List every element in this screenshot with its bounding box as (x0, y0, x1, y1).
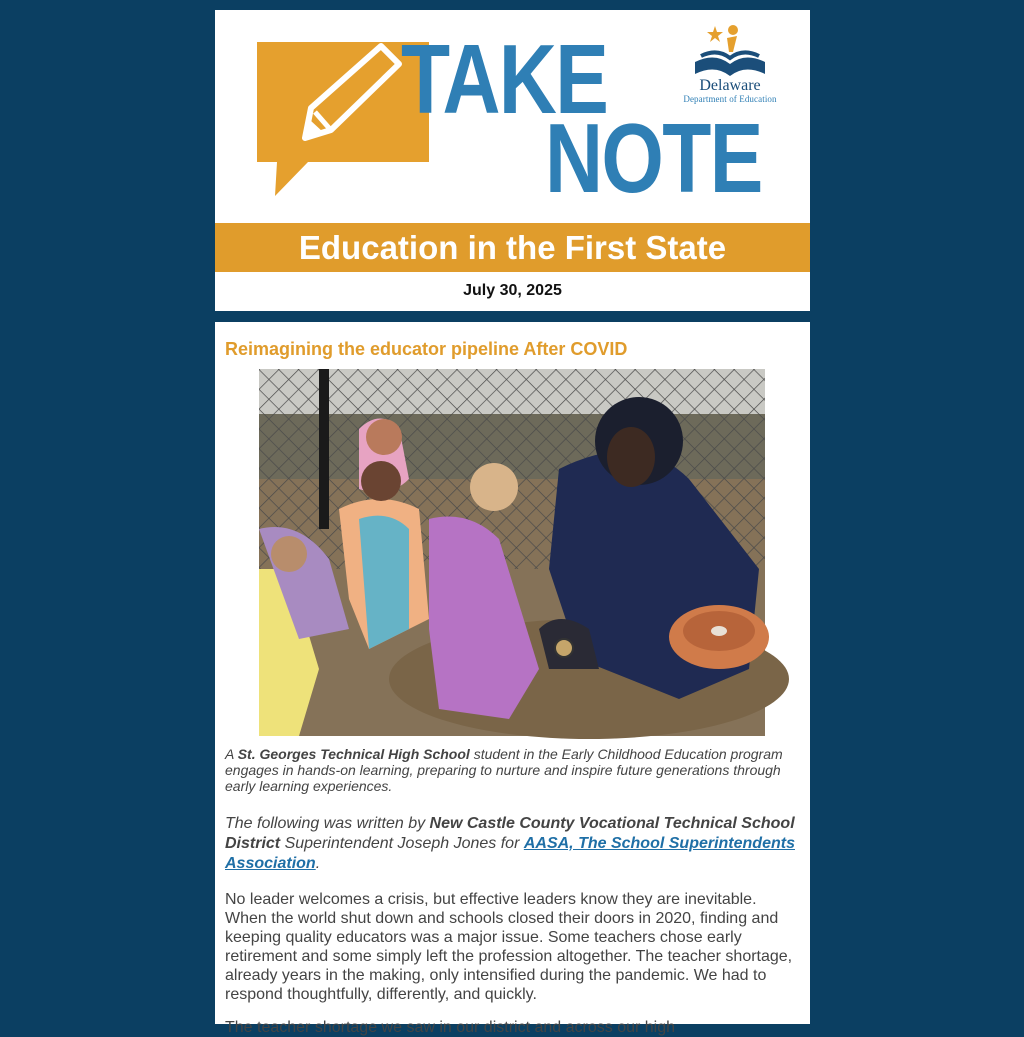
delaware-doe-logo (677, 22, 783, 118)
article-intro (225, 814, 801, 874)
intro-district: New Castle County Vocational Technical School District (225, 815, 795, 852)
dde-name: Delaware (699, 77, 761, 94)
caption-pre: A (225, 746, 238, 762)
caption-school: St. Georges Technical High School (237, 746, 470, 762)
star-book-icon (677, 22, 783, 78)
aasa-link[interactable]: AASA, The School Superintendents Association (225, 835, 795, 872)
photo-caption (225, 746, 801, 794)
article-paragraph-1: No leader welcomes a crisis, but effective leaders know they are inevitable. When the world shut down and schools closed their doors in 2020, finding and keeping quality educators was a major issue. Some teachers chose early retirement and some simply left the profession altogether. The teacher shortage, already years in the making, only intensified during the pandemic. We had to respond thoughtfully, differently, and quickly. (225, 891, 793, 1003)
take-note-logo (215, 10, 810, 223)
intro-pre: The following was written by (225, 815, 430, 832)
caption-post: student in the Early Childhood Education program engages in hands-on learning, preparing to nurture and inspire future generations through early learning experiences. (225, 746, 783, 794)
photo-illustration (259, 369, 765, 736)
article-title: Reimagining the educator pipeline After COVID (225, 339, 628, 359)
intro-mid: Superintendent Joseph Jones for (280, 835, 524, 852)
dde-subtitle: Department of Education (683, 94, 777, 104)
article-paragraph-2: The teacher shortage we saw in our district and across our high (225, 1019, 676, 1036)
article-card (215, 322, 810, 1036)
note-word: NOTE (545, 103, 762, 213)
article-photo (259, 369, 765, 736)
newsletter-header (215, 10, 810, 311)
intro-post: . (315, 855, 321, 872)
issue-date: July 30, 2025 (463, 282, 562, 299)
banner-title: Education in the First State (215, 223, 810, 272)
take-word: TAKE (401, 24, 608, 134)
